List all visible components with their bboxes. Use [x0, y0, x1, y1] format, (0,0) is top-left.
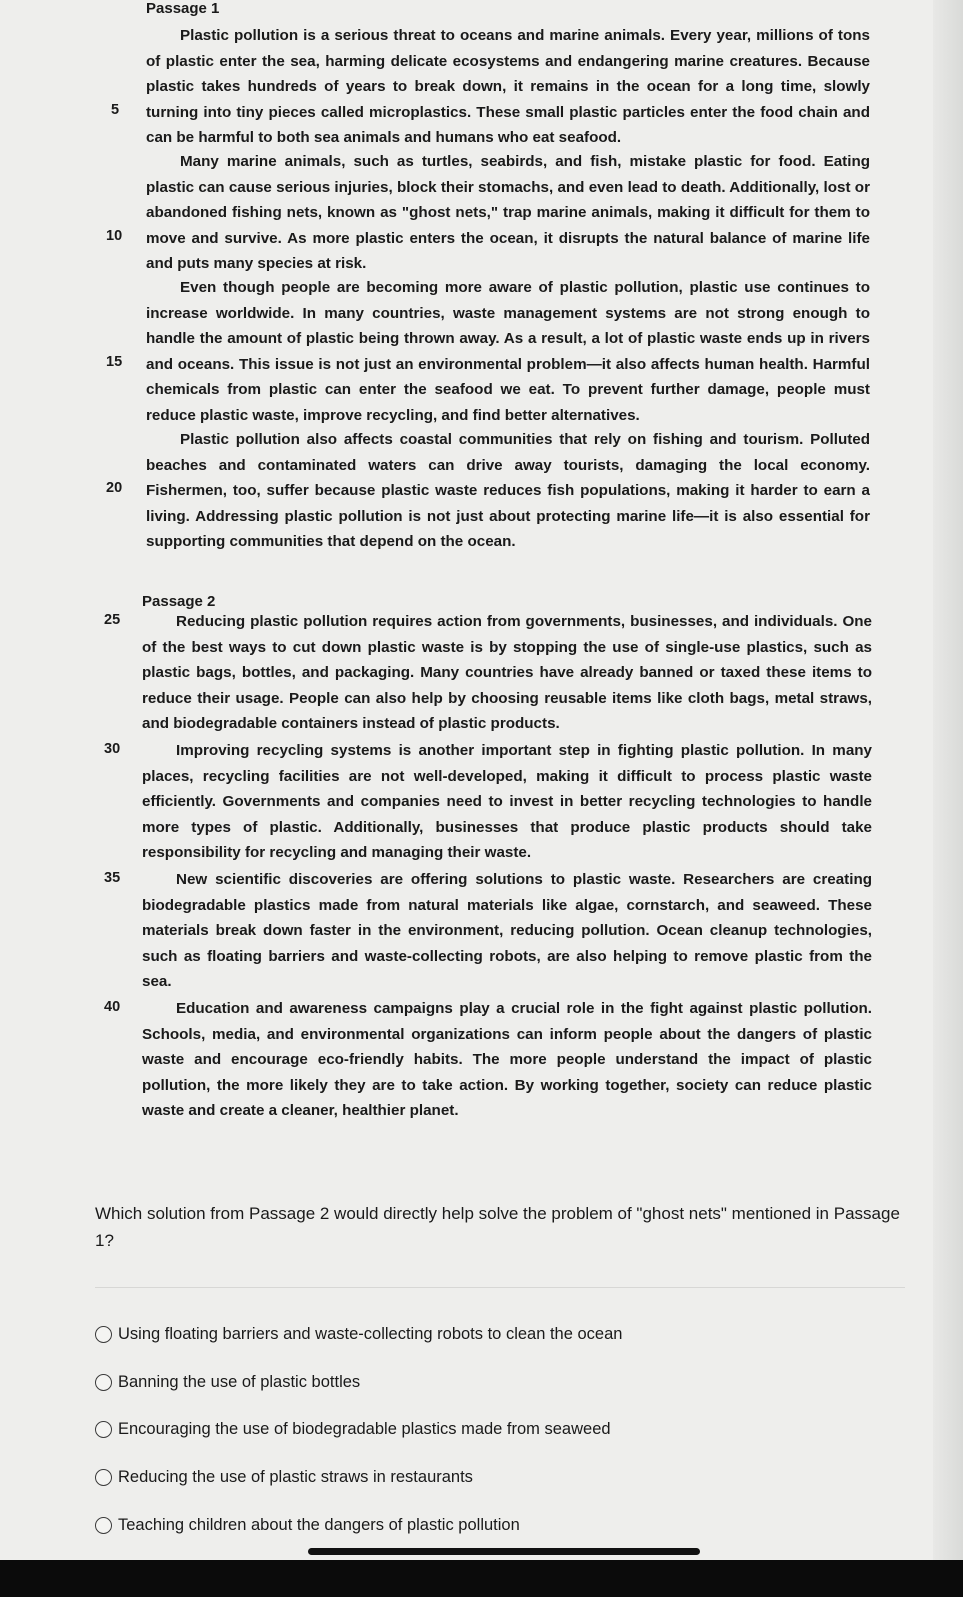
- passage-1-paragraph: Many marine animals, such as turtles, seabirds, and fish, mistake plastic for food. Eating plastic can cause serious injuries, block their stomachs, and even lead to death. Additionally, lost or abandoned fishing nets, known as "ghost nets," trap marine animals, making it difficult for them to move and survive. As more plastic enters the ocean, it disrupts the natural balance of marine life and puts many species at risk.: [146, 153, 870, 272]
- screen-edge: [933, 0, 963, 1560]
- line-number: 20: [106, 480, 123, 496]
- line-number: 15: [106, 354, 123, 370]
- line-number: 5: [111, 102, 120, 118]
- radio-button-icon[interactable]: [95, 1469, 112, 1486]
- answer-option-d[interactable]: [95, 1464, 473, 1490]
- line-number: 10: [106, 228, 123, 244]
- answer-option-e[interactable]: [95, 1512, 520, 1538]
- divider: [95, 1287, 905, 1288]
- radio-button-icon[interactable]: [95, 1326, 112, 1343]
- question-text: Which solution from Passage 2 would directly help solve the problem of "ghost nets" mentioned in Passage 1?: [95, 1204, 900, 1250]
- home-indicator[interactable]: [308, 1548, 700, 1555]
- radio-button-icon[interactable]: [95, 1374, 112, 1391]
- answer-option-label[interactable]: Reducing the use of plastic straws in restaurants: [118, 1467, 473, 1486]
- radio-button-icon[interactable]: [95, 1517, 112, 1534]
- line-number: 25: [104, 612, 121, 628]
- passage-1-title: Passage 1: [146, 0, 220, 17]
- answer-option-label[interactable]: Encouraging the use of biodegradable plastics made from seaweed: [118, 1419, 611, 1438]
- answer-option-label[interactable]: Using floating barriers and waste-collecting robots to clean the ocean: [118, 1324, 623, 1343]
- device-bezel: [0, 1560, 963, 1597]
- line-number: 40: [104, 999, 121, 1015]
- passage-2-paragraph: Improving recycling systems is another important step in fighting plastic pollution. In many places, recycling facilities are not well-developed, making it difficult to process plastic waste efficiently. Governments and companies need to invest in better recycling technologies to handle more types of plastic. Additionally, businesses that produce plastic products should take responsibility for recycling and managing their waste.: [142, 742, 872, 861]
- passage-2-paragraph: Reducing plastic pollution requires action from governments, businesses, and individuals. One of the best ways to cut down plastic waste is by stopping the use of single-use plastics, such as plastic bags, bottles, and packaging. Many countries have already banned or taxed these items to reduce their usage. People can also help by choosing reusable items like cloth bags, metal straws, and biodegradable containers instead of plastic products.: [142, 613, 872, 732]
- line-number: 35: [104, 870, 121, 886]
- passage-2-title: Passage 2: [142, 593, 216, 610]
- passage-1-paragraph: Plastic pollution is a serious threat to oceans and marine animals. Every year, millions of tons of plastic enter the sea, harming delicate ecosystems and endangering marine creatures. Because plastic takes hundreds of years to break down, it remains in the ocean for a long time, slowly turning into tiny pieces called microplastics. These small plastic particles enter the food chain and can be harmful to both sea animals and humans who eat seafood.: [146, 27, 870, 146]
- answer-option-a[interactable]: [95, 1321, 622, 1347]
- answer-option-label[interactable]: Banning the use of plastic bottles: [118, 1372, 361, 1391]
- answer-option-label[interactable]: Teaching children about the dangers of plastic pollution: [118, 1515, 520, 1534]
- passage-1-paragraph: Even though people are becoming more aware of plastic pollution, plastic use continues to increase worldwide. In many countries, waste management systems are not strong enough to handle the amount of plastic being thrown away. As a result, a lot of plastic waste ends up in rivers and oceans. This issue is not just an environmental problem—it also affects human health. Harmful chemicals from plastic can enter the seafood we eat. To prevent further damage, people must reduce plastic waste, improve recycling, and find better alternatives.: [146, 279, 870, 424]
- answer-option-c[interactable]: [95, 1416, 611, 1442]
- passage-2-paragraph: Education and awareness campaigns play a crucial role in the fight against plastic pollution. Schools, media, and environmental organizations can inform people about the dangers of plastic waste and encourage eco-friendly habits. The more people understand the impact of plastic pollution, the more likely they are to take action. By working together, society can reduce plastic waste and create a cleaner, healthier planet.: [142, 1000, 872, 1119]
- line-number: 30: [104, 741, 121, 757]
- answer-option-b[interactable]: [95, 1369, 360, 1395]
- passage-1-paragraph: Plastic pollution also affects coastal communities that rely on fishing and tourism. Polluted beaches and contaminated waters can drive away tourists, damaging the local economy. Fishermen, too, suffer because plastic waste reduces fish populations, making it harder to earn a living. Addressing plastic pollution is not just about protecting marine life—it is also essential for supporting communities that depend on the ocean.: [146, 431, 870, 550]
- radio-button-icon[interactable]: [95, 1421, 112, 1438]
- passage-2-paragraph: New scientific discoveries are offering solutions to plastic waste. Researchers are creating biodegradable plastics made from natural materials like algae, cornstarch, and seaweed. These materials break down faster in the environment, reducing pollution. Ocean cleanup technologies, such as floating barriers and waste-collecting robots, are also helping to remove plastic from the sea.: [142, 871, 872, 990]
